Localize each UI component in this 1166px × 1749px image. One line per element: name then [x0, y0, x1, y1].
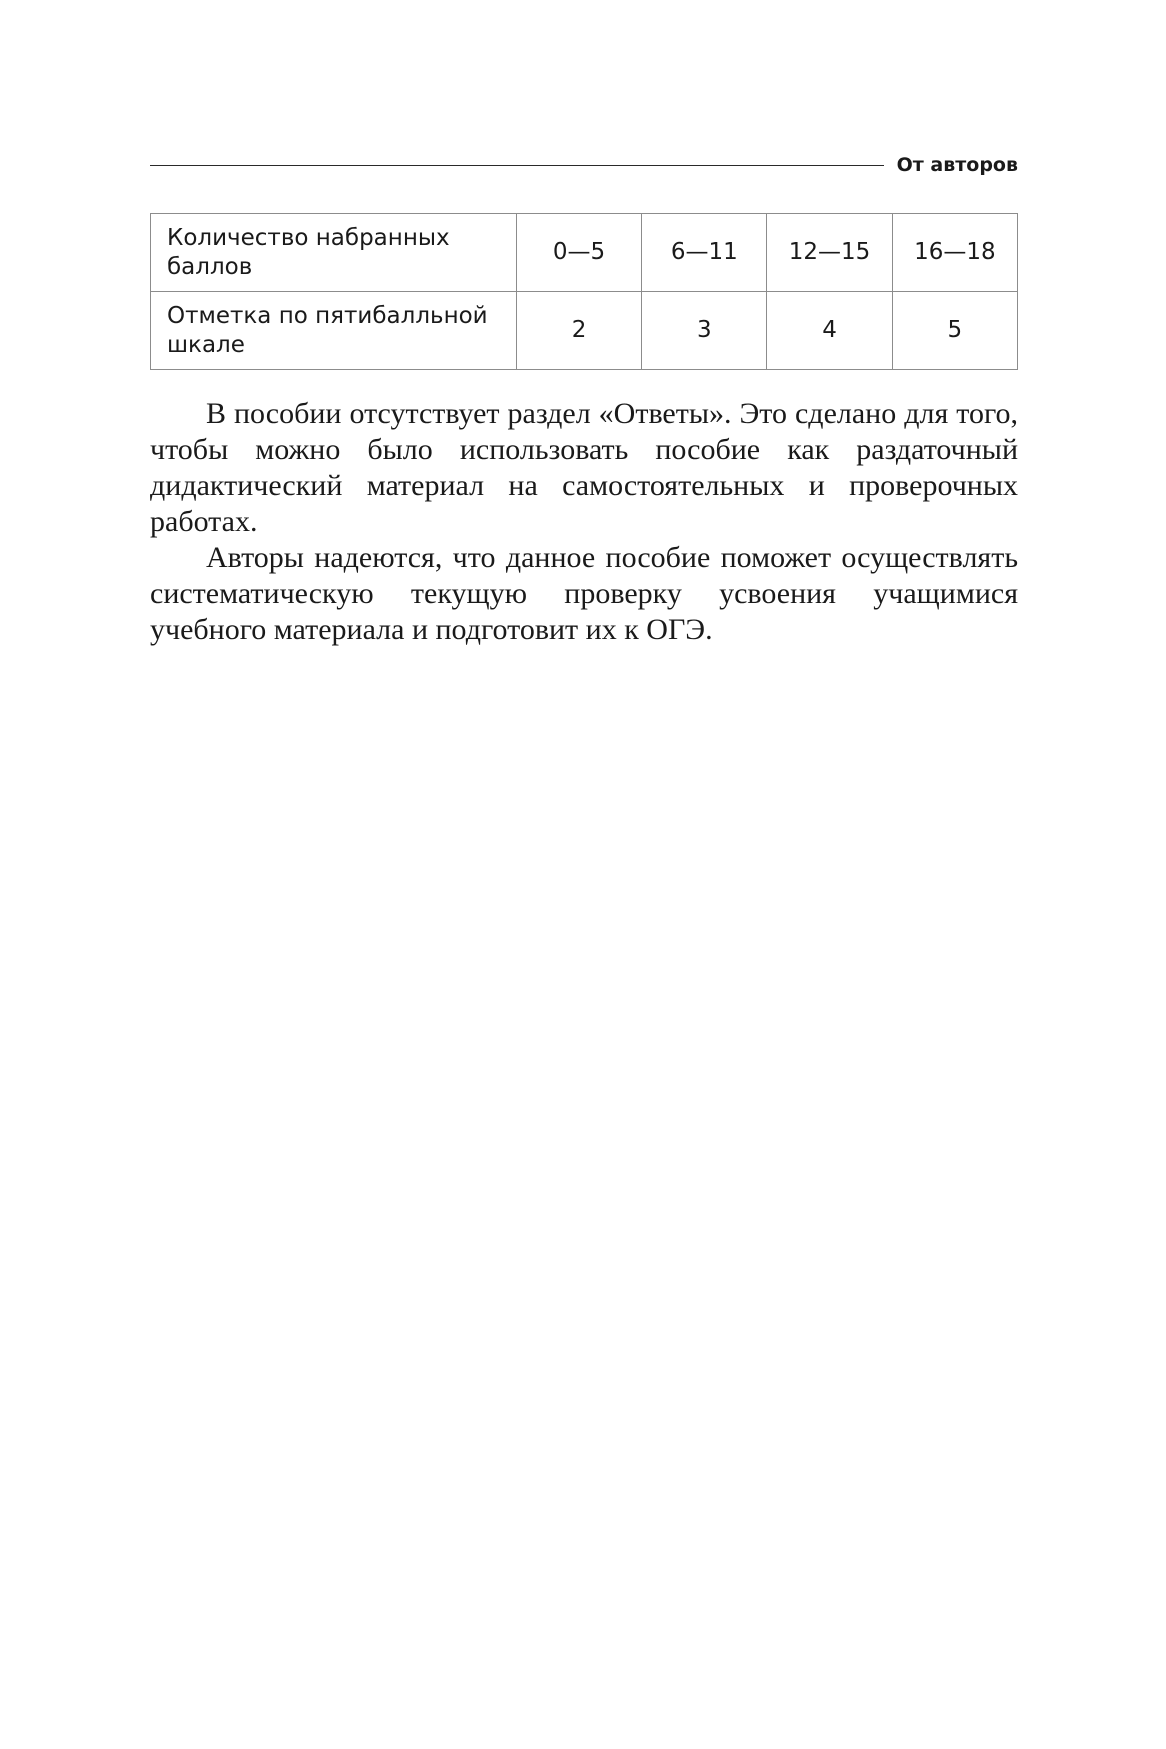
table-row — [151, 292, 1018, 370]
running-head — [150, 150, 1018, 180]
table-cell: 2 — [516, 292, 641, 370]
table-cell: 12—15 — [767, 214, 892, 292]
table-cell: 4 — [767, 292, 892, 370]
paragraph: В пособии отсутствует раздел «Ответы». Это сделано для того, чтобы можно было использовать пособие как раздаточный дидактический материал на самостоятельных и проверочных работах. — [150, 397, 1018, 538]
body-text — [150, 396, 1018, 648]
table-cell: 3 — [642, 292, 767, 370]
header-rule — [150, 165, 884, 166]
table-cell: 6—11 — [642, 214, 767, 292]
grading-table — [150, 213, 1018, 370]
table-cell: 16—18 — [892, 214, 1017, 292]
section-title: От авторов — [896, 154, 1018, 176]
row-label: Отметка по пятибалльной шкале — [151, 292, 517, 370]
row-label: Количество набранных баллов — [151, 214, 517, 292]
paragraph: Авторы надеются, что данное пособие поможет осуществлять систематическую текущую проверку усвоения учащимися учебного материала и подготовит их к ОГЭ. — [150, 541, 1018, 646]
table-cell: 0—5 — [516, 214, 641, 292]
table-row — [151, 214, 1018, 292]
table-cell: 5 — [892, 292, 1017, 370]
